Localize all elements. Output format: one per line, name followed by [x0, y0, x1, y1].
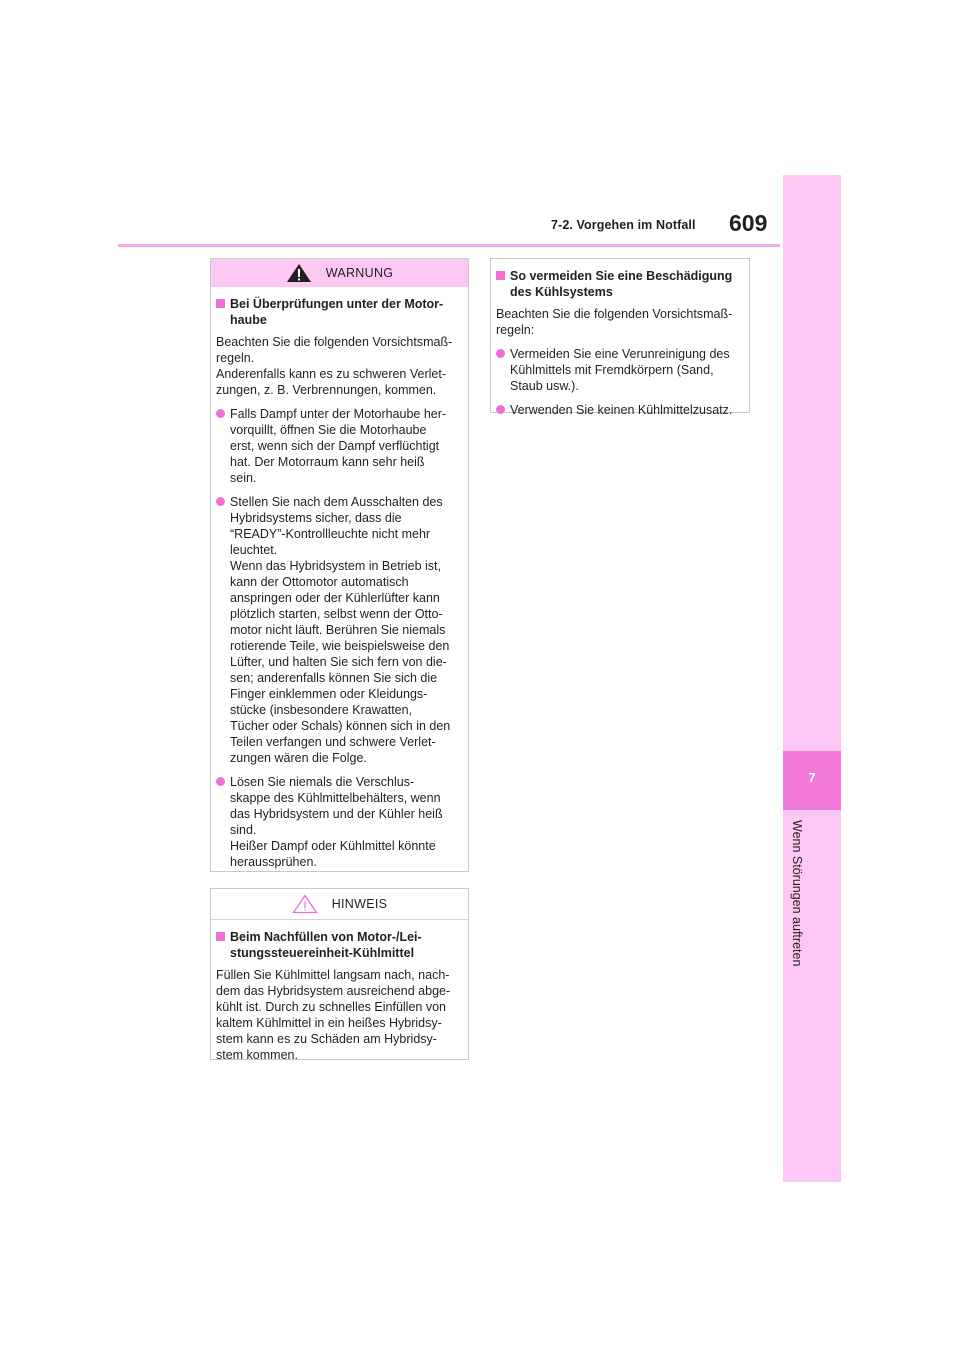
text-line: skappe des Kühlmittelbehälters, wenn	[230, 791, 441, 805]
text-line: Heißer Dampf oder Kühlmittel könnte	[230, 839, 436, 853]
text-line: Beachten Sie die folgenden Vorsichtsmaß-	[216, 335, 453, 349]
note-box-header	[211, 889, 468, 920]
warning-box	[210, 258, 469, 872]
text-line: dem das Hybridsystem ausreichend abge-	[216, 984, 451, 998]
cooling-bullet	[496, 402, 744, 418]
text-line: Beachten Sie die folgenden Vorsichtsmaß-	[496, 307, 733, 321]
header-section-title: 7-2. Vorgehen im Notfall	[551, 218, 696, 232]
text-line: stücke (insbesondere Krawatten,	[230, 703, 413, 717]
text-line: leuchtet.	[230, 543, 278, 557]
bullet-dot-icon	[496, 349, 505, 358]
text-line: Finger einklemmen oder Kleidungs-	[230, 687, 428, 701]
bullet-text	[510, 346, 744, 394]
bullet-text	[230, 406, 463, 486]
square-bullet-icon	[496, 271, 505, 280]
warning-box-body	[211, 287, 468, 876]
text-line: sein.	[230, 471, 257, 485]
text-line: stem kann es zu Schäden am Hybridsy-	[216, 1032, 437, 1046]
chapter-title: Wenn Störungen auftreten	[790, 820, 804, 967]
text-line: sind.	[230, 823, 257, 837]
bullet-dot-icon	[216, 777, 225, 786]
bullet-text	[230, 774, 463, 870]
text-line: Lösen Sie niemals die Verschlus-	[230, 775, 415, 789]
text-line: regeln.	[216, 351, 255, 365]
cooling-intro	[496, 306, 744, 338]
bullet-dot-icon	[496, 405, 505, 414]
cooling-heading	[496, 268, 744, 300]
note-box	[210, 888, 469, 1060]
text-line: Vermeiden Sie eine Verunreinigung des	[510, 347, 730, 361]
text-line: das Hybridsystem und der Kühler heiß	[230, 807, 443, 821]
text-line: plötzlich starten, selbst wenn der Otto-	[230, 607, 443, 621]
text-line: Verwenden Sie keinen Kühlmittelzusatz.	[510, 403, 733, 417]
text-line: Füllen Sie Kühlmittel langsam nach, nach-	[216, 968, 450, 982]
bullet-dot-icon	[216, 497, 225, 506]
warning-intro	[216, 334, 463, 398]
bullet-text	[230, 494, 463, 766]
text-line: sen; anderenfalls können Sie sich die	[230, 671, 438, 685]
text-line: motor nicht läuft. Berühren Sie niemals	[230, 623, 446, 637]
text-line: Stellen Sie nach dem Ausschalten des	[230, 495, 443, 509]
text-line: vorquillt, öffnen Sie die Motorhaube	[230, 423, 427, 437]
text-line: heraussprühen.	[230, 855, 317, 869]
note-heading	[216, 929, 463, 961]
warning-box-header	[211, 259, 468, 287]
text-line: Falls Dampf unter der Motorhaube her-	[230, 407, 447, 421]
square-bullet-icon	[216, 299, 225, 308]
header-rule	[118, 244, 780, 247]
chapter-number: 7	[808, 770, 816, 785]
text-line: regeln:	[496, 323, 535, 337]
warning-heading-text: Bei Überprüfungen unter der Motor-haube	[230, 297, 444, 327]
square-bullet-icon	[216, 932, 225, 941]
cooling-heading-text: So vermeiden Sie eine Beschädigung des Kühlsystems	[510, 269, 733, 299]
text-line: kaltem Kühlmittel in ein heißes Hybridsy-	[216, 1016, 442, 1030]
text-line: anspringen oder der Kühlerlüfter kann	[230, 591, 440, 605]
text-line: Teilen verfangen und schwere Verlet-	[230, 735, 436, 749]
warning-triangle-filled-icon	[286, 263, 312, 283]
caution-triangle-outline-icon	[292, 894, 318, 914]
text-line: hat. Der Motorraum kann sehr heiß	[230, 455, 425, 469]
bullet-dot-icon	[216, 409, 225, 418]
bullet-text	[510, 402, 744, 418]
note-heading-text: Beim Nachfüllen von Motor-/Lei-stungssteuereinheit-Kühlmittel	[230, 930, 422, 960]
text-line: stem kommen.	[216, 1048, 298, 1062]
text-line: Tücher oder Schals) können sich in den	[230, 719, 451, 733]
cooling-system-box	[490, 258, 750, 417]
text-line: “READY”-Kontrollleuchte nicht mehr	[230, 527, 431, 541]
text-line: rotierende Teile, wie beispielsweise den	[230, 639, 450, 653]
page-number: 609	[729, 210, 768, 236]
text-line: zungen, z. B. Verbrennungen, kommen.	[216, 383, 437, 397]
text-line: zungen wären die Folge.	[230, 751, 367, 765]
text-line: Hybridsystems sicher, dass die	[230, 511, 402, 525]
note-text	[216, 967, 463, 1063]
note-label: HINWEIS	[331, 897, 388, 911]
warning-bullet	[216, 494, 463, 766]
text-line: Anderenfalls kann es zu schweren Verlet-	[216, 367, 446, 381]
text-line: Kühlmittels mit Fremdkörpern (Sand,	[510, 363, 714, 377]
text-line: Lüfter, und halten Sie sich fern von die-	[230, 655, 447, 669]
warning-heading	[216, 296, 463, 328]
text-line: erst, wenn sich der Dampf verflüchtigt	[230, 439, 440, 453]
cooling-bullet	[496, 346, 744, 394]
chapter-side-tab	[783, 175, 841, 1182]
text-line: kann der Ottomotor automatisch	[230, 575, 409, 589]
text-line: kühlt ist. Durch zu schnelles Einfüllen von	[216, 1000, 446, 1014]
text-line: Staub usw.).	[510, 379, 579, 393]
warning-label: WARNUNG	[325, 266, 394, 280]
warning-bullet	[216, 774, 463, 870]
text-line: Wenn das Hybridsystem in Betrieb ist,	[230, 559, 441, 573]
note-box-body	[211, 920, 468, 1069]
cooling-box-body	[491, 259, 749, 424]
warning-bullet	[216, 406, 463, 486]
